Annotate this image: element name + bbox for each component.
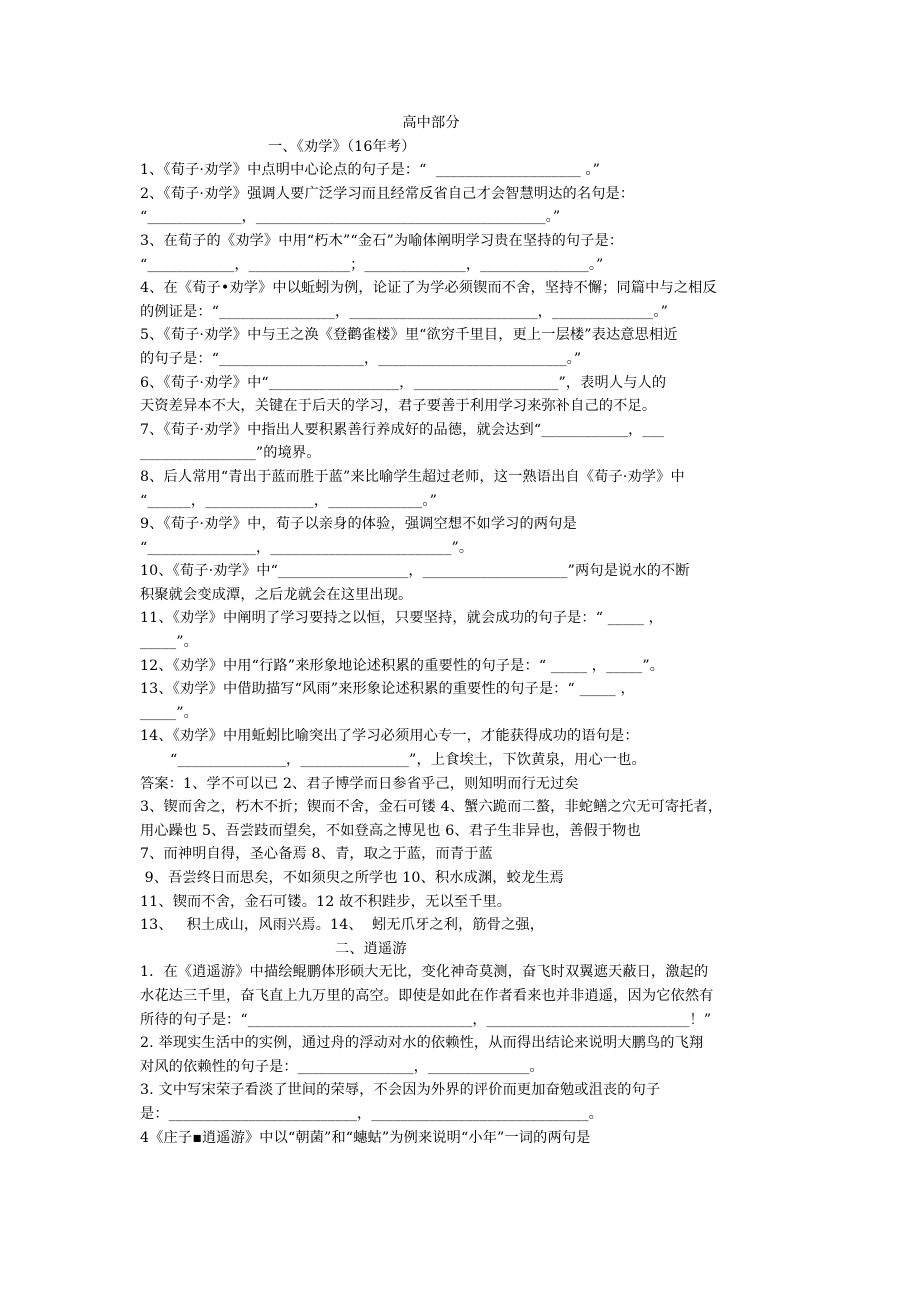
answer-line: 用心躁也 5、吾尝跂而望矣，不如登高之博见也 6、君子生非异也，善假于物也 — [140, 822, 641, 839]
question-line: “_______________，_________________________”。 — [140, 539, 474, 556]
question-line: 天资差异本不大，关键在于后天的学习，君子要善于利用学习来弥补自己的不足。 — [140, 398, 657, 415]
question-line: 3. 文中写宋荣子看淡了世间的荣辱，不会因为外界的评价而更加奋勉或沮丧的句子 — [140, 1082, 661, 1099]
answer-line: 13、 积土成山，风雨兴焉。14、 蚓无爪牙之利，筋骨之强， — [140, 917, 545, 934]
question-line: 4《庄子▪逍遥游》中以“朝菌”和“蟪蛄”为例来说明“小年”一词的两句是 — [140, 1129, 591, 1146]
answer-line: 11、锲而不舍，金石可镂。12 故不积跬步，无以至千里。 — [140, 893, 512, 910]
question-line: 13、《劝学》中借助描写“风雨”来形象论述积累的重要性的句子是：“ _____ ， — [140, 681, 635, 698]
answer-line: 3、锲而舍之，朽木不折；锲而不舍，金石可镂 4、蟹六跪而二螯，非蛇鳝之穴无可寄托者， — [140, 799, 723, 816]
question-line: 9、《荀子·劝学》中，荀子以亲身的体验，强调空想不如学习的两句是 — [140, 516, 577, 533]
question-line: 3、在荀子的《劝学》中用“朽木”“金石”为喻体阐明学习贵在坚持的句子是： — [140, 232, 624, 249]
question-line: 的例证是：“________________，__________________________，______________。” — [140, 303, 669, 320]
section-heading: 一、《劝学》（16年考） — [268, 138, 416, 155]
doc-title: 高中部分 — [402, 115, 460, 131]
question-line: 积聚就会变成潭，之后龙就会在这里出现。 — [140, 586, 413, 603]
section-heading: 二、逍遥游 — [335, 940, 407, 957]
question-line: 水花达三千里，奋飞直上九万里的高空。即使是如此在作者看来也并非逍遥，因为它依然有 — [140, 987, 714, 1004]
question-line: “_____________，________________________________________。” — [140, 209, 561, 226]
question-line: “______，_______________，_____________。” — [140, 492, 438, 509]
question-line: 1、《荀子·劝学》中点明中心论点的句子是：“ ____________________ 。” — [140, 162, 601, 179]
question-line: 所待的句子是：“_______________________________，____________________________！” — [140, 1011, 712, 1028]
answer-line: 答案：1、学不可以已 2、君子博学而日参省乎己，则知明而行无过矣 — [140, 775, 579, 792]
question-line: 2、《荀子·劝学》强调人要广泛学习而且经常反省自己才会智慧明达的名句是： — [140, 185, 635, 202]
question-line: ________________”的境界。 — [140, 445, 321, 462]
question-line: 2. 举现实生活中的实例，通过舟的浮动对水的依赖性，从而得出结论来说明大鹏鸟的飞翔 — [140, 1035, 704, 1052]
question-line: 4、在《荀子•劝学》中以蚯蚓为例，论证了为学必须锲而不舍，坚持不懈；同篇中与之相反 — [140, 280, 717, 297]
answer-line: 7、而神明自得，圣心备焉 8、青，取之于蓝，而青于蓝 — [140, 846, 493, 863]
question-line: 的句子是：“____________________，__________________________。” — [140, 350, 582, 367]
question-line: 8、后人常用“青出于蓝而胜于蓝”来比喻学生超过老师，这一熟语出自《荀子·劝学》中 — [140, 468, 685, 485]
question-line: 11、《劝学》中阐明了学习要持之以恒，只要坚持，就会成功的句子是：“ _____ ， — [140, 610, 663, 627]
question-line: 12、《劝学》中用“行路”来形象地论述积累的重要性的句子是：“ _____ ，_____”。 — [140, 657, 665, 674]
question-line: 是：__________________________，______________________________。 — [140, 1105, 603, 1122]
question-line: 10、《荀子·劝学》中“__________________，____________________”两句是说水的不断 — [140, 563, 690, 580]
question-line: _____”。 — [140, 704, 198, 721]
answer-line: 9、吾尝终日而思矣，不如须臾之所学也 10、积水成渊，蛟龙生焉 — [140, 870, 564, 886]
question-line: 14、《劝学》中用蚯蚓比喻突出了学习必须用心专一，才能获得成功的语句是： — [140, 728, 639, 745]
question-line: “____________，______________；______________，_______________。” — [140, 256, 604, 273]
question-line: “_______________，_______________”，上食埃土，下饮黄泉，用心一也。 — [170, 752, 646, 769]
question-line: 6、《荀子·劝学》中“__________________，____________________”，表明人与人的 — [140, 374, 667, 391]
question-line: 5、《荀子·劝学》中与王之涣《登鹳雀楼》里“欲穷千里目，更上一层楼”表达意思相近 — [140, 327, 678, 344]
question-line: _____”。 — [140, 634, 198, 651]
question-line: 对风的依赖性的句子是：________________，______________。 — [140, 1058, 544, 1075]
document-body — [140, 112, 782, 1150]
question-line: 1．在《逍遥游》中描绘鲲鹏体形硕大无比，变化神奇莫测，奋飞时双翼遮天蔽日，激起的 — [140, 964, 709, 981]
question-line: 7、《荀子·劝学》中指出人要积累善行养成好的品德，就会达到“____________，___ — [140, 421, 665, 438]
